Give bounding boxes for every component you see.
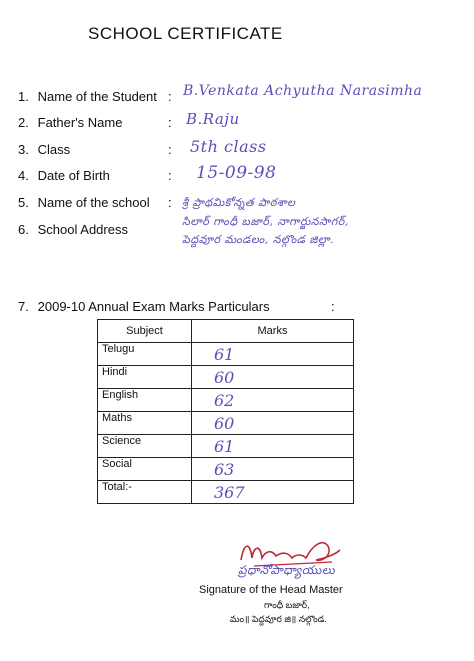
field-label: School Address: [37, 222, 128, 237]
certificate-title: SCHOOL CERTIFICATE: [88, 24, 283, 43]
field-colon: :: [168, 168, 172, 183]
table-row: [98, 481, 354, 504]
table-row: [98, 412, 354, 435]
marks-cell: 61: [192, 435, 354, 458]
stamp-title: ప్రధానోపాధ్యాయులు: [238, 563, 335, 577]
subject-cell: Maths: [98, 412, 192, 435]
marks-cell: 367: [192, 481, 354, 504]
field-number: 7.: [18, 299, 29, 314]
subject-cell: Science: [98, 435, 192, 458]
field-number: 6.: [18, 222, 29, 237]
field-class: [18, 142, 70, 157]
exam-heading-colon: :: [331, 299, 335, 314]
field-fathers-name: [18, 115, 122, 130]
marks-column-header: Marks: [192, 320, 354, 343]
school-name-value: శ్రీ ప్రాథమికోన్నత పాఠశాల: [182, 196, 296, 209]
subject-column-header: Subject: [98, 320, 192, 343]
subject-cell: Telugu: [98, 343, 192, 366]
field-colon: :: [168, 89, 172, 104]
table-row: [98, 343, 354, 366]
exam-heading-text: 2009-10 Annual Exam Marks Particulars: [37, 299, 270, 314]
stamp-address-line-2: మం॥ పెద్దవూర జి॥ నల్గొండ.: [230, 614, 327, 624]
student-name-value: B.Venkata Achyutha Narasimha: [183, 83, 423, 99]
fathers-name-value: B.Raju: [186, 110, 240, 128]
field-label: Date of Birth: [37, 168, 110, 183]
field-colon: :: [168, 195, 172, 210]
stamp-address-line-1: గాంధీ బజార్,: [264, 600, 310, 610]
field-dob: [18, 168, 110, 183]
marks-cell: 63: [192, 458, 354, 481]
field-colon: :: [168, 115, 172, 130]
subject-cell: English: [98, 389, 192, 412]
field-number: 5.: [18, 195, 29, 210]
field-student-name: [18, 89, 157, 104]
field-number: 3.: [18, 142, 29, 157]
marks-cell: 60: [192, 412, 354, 435]
table-row: [98, 435, 354, 458]
subject-cell: Total:-: [98, 481, 192, 504]
subject-cell: Hindi: [98, 366, 192, 389]
school-address-line-2: పెద్దవూర మండలం, నల్గొండ జిల్లా.: [182, 233, 334, 246]
field-label: Name of the school: [37, 195, 150, 210]
table-row: [98, 366, 354, 389]
subject-cell: Social: [98, 458, 192, 481]
school-address-line-1: సిలార్ గాంధీ బజార్, నాగార్జునసాగర్,: [182, 215, 349, 228]
field-number: 1.: [18, 89, 29, 104]
field-number: 2.: [18, 115, 29, 130]
field-label: Class: [37, 142, 71, 157]
class-value: 5th class: [190, 137, 267, 156]
field-label: Father's Name: [37, 115, 123, 130]
signature-label: Signature of the Head Master: [199, 584, 343, 596]
field-number: 4.: [18, 168, 29, 183]
field-label: Name of the Student: [37, 89, 157, 104]
table-row: [98, 458, 354, 481]
marks-cell: 61: [192, 343, 354, 366]
exam-heading: [18, 299, 270, 314]
marks-table-header: [98, 320, 354, 343]
marks-cell: 60: [192, 366, 354, 389]
marks-table: [97, 319, 354, 504]
table-row: [98, 389, 354, 412]
marks-cell: 62: [192, 389, 354, 412]
field-school-name: [18, 195, 150, 210]
dob-value: 15-09-98: [196, 163, 277, 183]
field-school-address: [18, 222, 128, 237]
field-colon: :: [168, 142, 172, 157]
